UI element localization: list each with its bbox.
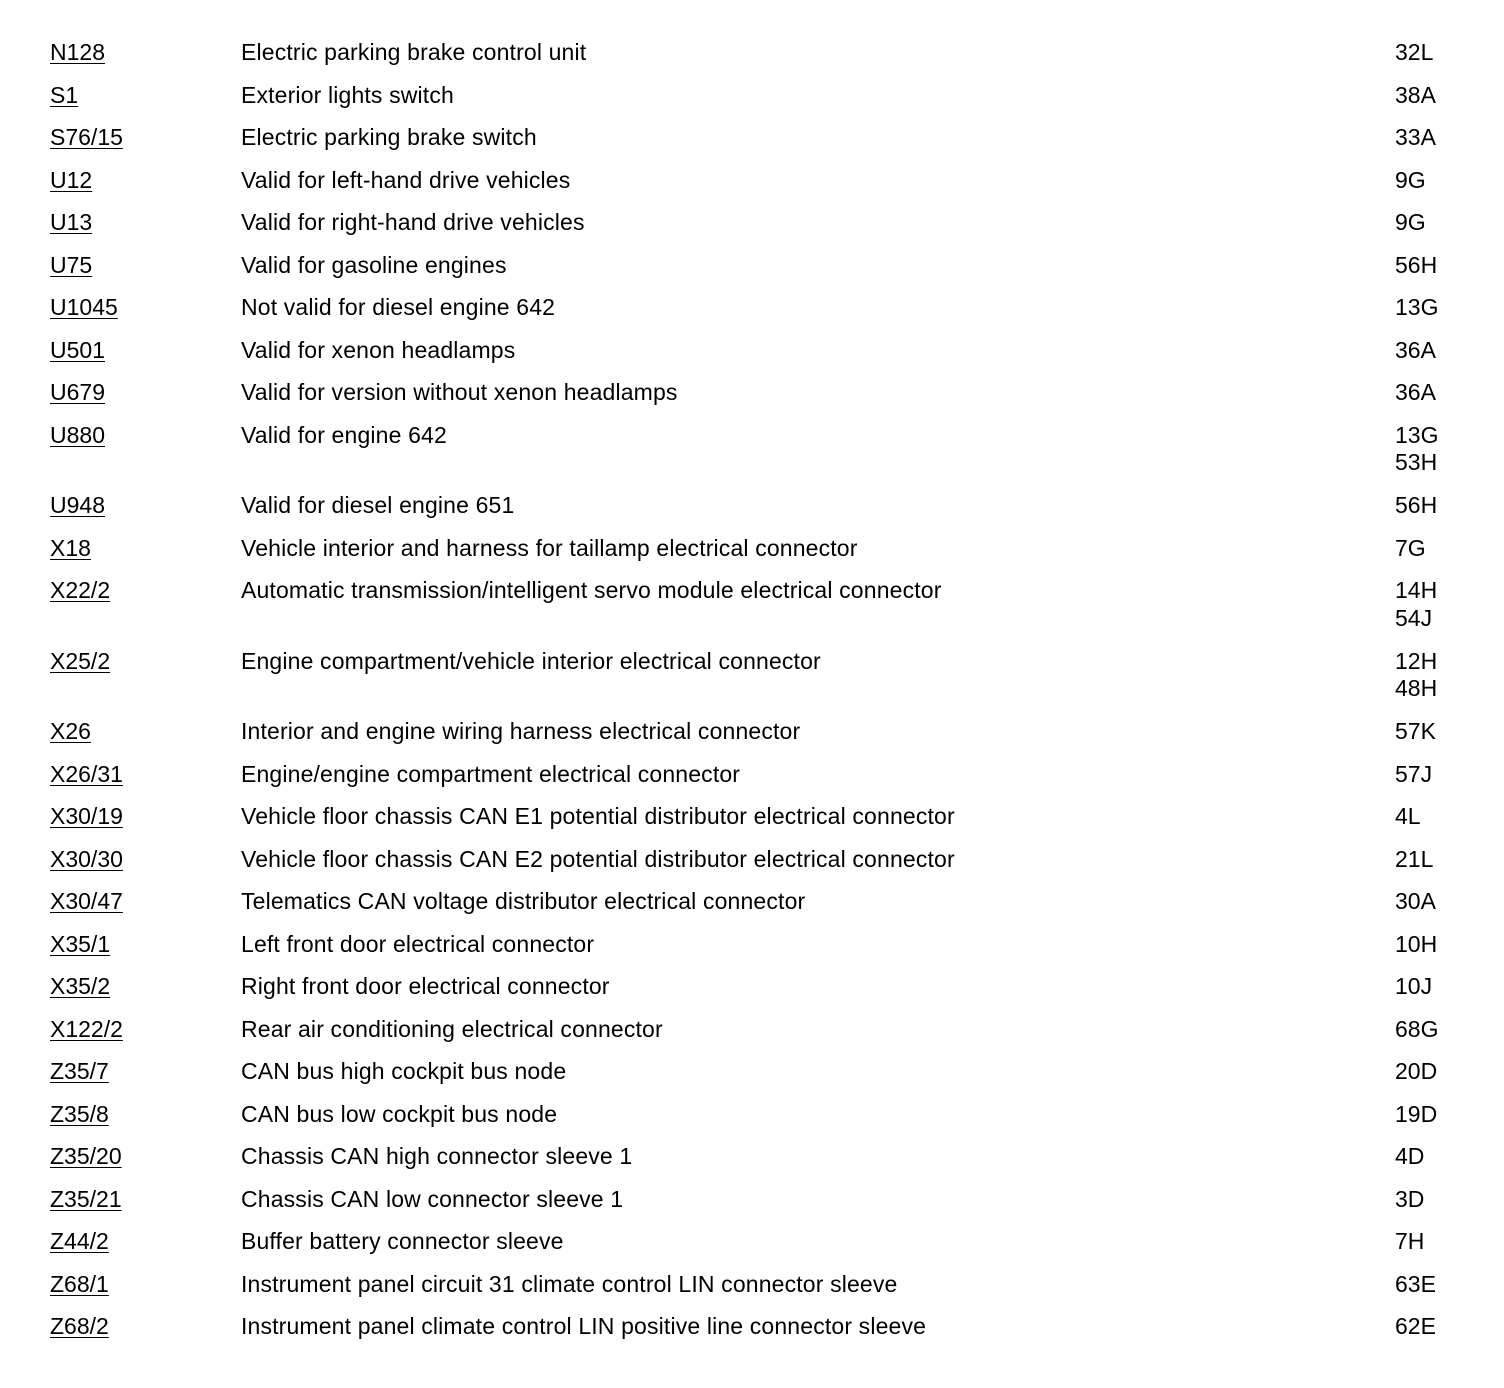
component-code-link[interactable]: X122/2 <box>50 1015 123 1042</box>
component-code-link[interactable]: Z35/20 <box>50 1143 122 1169</box>
grid-reference: 63E <box>1395 1270 1436 1297</box>
grid-reference: 13G <box>1395 421 1439 448</box>
legend-row <box>0 888 1504 931</box>
component-description: Valid for diesel engine 651 <box>241 492 515 518</box>
grid-references <box>1395 535 1426 563</box>
component-code-link[interactable]: Z35/21 <box>50 1185 122 1212</box>
grid-references <box>1395 82 1436 110</box>
component-code-link[interactable]: U501 <box>50 336 105 363</box>
component-description: Telematics CAN voltage distributor electrical connector <box>241 888 806 914</box>
component-description: Valid for gasoline engines <box>241 251 507 278</box>
component-code-link[interactable]: Z68/1 <box>50 1270 109 1297</box>
grid-reference: 36A <box>1395 336 1436 363</box>
grid-references <box>1395 718 1436 746</box>
component-description: Rear air conditioning electrical connector <box>241 1015 663 1042</box>
legend-row <box>0 82 1504 125</box>
component-description: Vehicle interior and harness for taillamp electrical connector <box>241 534 858 561</box>
component-code-link[interactable]: U75 <box>50 251 93 278</box>
component-description: Automatic transmission/intelligent servo module electrical connector <box>241 577 942 603</box>
component-code-link[interactable]: X22/2 <box>50 577 111 603</box>
legend-row <box>0 1143 1504 1186</box>
legend-row <box>0 577 1504 648</box>
grid-reference: 3D <box>1395 1185 1425 1212</box>
component-code-link[interactable]: U948 <box>50 492 105 518</box>
component-description: Not valid for diesel engine 642 <box>241 294 556 320</box>
grid-reference: 48H <box>1395 675 1438 701</box>
component-description: Engine compartment/vehicle interior electrical connector <box>241 647 821 674</box>
component-description: CAN bus low cockpit bus node <box>241 1100 558 1127</box>
component-code-link[interactable]: U13 <box>50 209 93 235</box>
component-code-link[interactable]: X30/30 <box>50 845 123 872</box>
component-code-link[interactable]: X26 <box>50 718 91 744</box>
component-description: Electric parking brake switch <box>241 124 537 150</box>
grid-references <box>1395 803 1421 831</box>
grid-references <box>1395 337 1436 365</box>
component-code-link[interactable]: U12 <box>50 166 93 193</box>
legend-row <box>0 1271 1504 1314</box>
grid-reference: 9G <box>1395 166 1426 193</box>
legend-row <box>0 209 1504 252</box>
grid-references <box>1395 931 1437 959</box>
component-code-link[interactable]: U880 <box>50 421 105 448</box>
grid-reference: 12H <box>1395 647 1438 674</box>
grid-reference: 68G <box>1395 1015 1439 1042</box>
component-description: Chassis CAN low connector sleeve 1 <box>241 1185 624 1212</box>
component-code-link[interactable]: X18 <box>50 534 91 561</box>
grid-references <box>1395 846 1433 874</box>
grid-references <box>1395 648 1437 703</box>
grid-references <box>1395 1228 1424 1256</box>
component-description: Valid for engine 642 <box>241 421 447 448</box>
grid-reference: 38A <box>1395 81 1436 108</box>
component-code-link[interactable]: X25/2 <box>50 647 111 674</box>
grid-references <box>1395 124 1436 152</box>
legend-row <box>0 761 1504 804</box>
legend-row <box>0 1016 1504 1059</box>
grid-reference: 33A <box>1395 124 1436 150</box>
grid-references <box>1395 294 1438 322</box>
legend-row <box>0 379 1504 422</box>
legend-row <box>0 931 1504 974</box>
component-legend-list <box>0 39 1504 1356</box>
legend-row <box>0 337 1504 380</box>
component-description: Valid for left-hand drive vehicles <box>241 166 571 193</box>
legend-row <box>0 718 1504 761</box>
component-description: Engine/engine compartment electrical connector <box>241 760 741 787</box>
component-code-link[interactable]: X26/31 <box>50 760 123 787</box>
component-code-link[interactable]: U679 <box>50 379 105 405</box>
grid-reference: 56H <box>1395 492 1438 518</box>
component-code-link[interactable]: X30/19 <box>50 803 123 829</box>
component-description: Valid for xenon headlamps <box>241 336 516 363</box>
legend-row <box>0 124 1504 167</box>
component-description: Vehicle floor chassis CAN E2 potential distributor electrical connector <box>241 845 955 872</box>
component-description: Chassis CAN high connector sleeve 1 <box>241 1143 633 1169</box>
component-description: Exterior lights switch <box>241 81 454 108</box>
component-code-link[interactable]: Z35/8 <box>50 1100 109 1127</box>
component-description: Vehicle floor chassis CAN E1 potential distributor electrical connector <box>241 803 955 829</box>
grid-references <box>1395 1313 1436 1341</box>
legend-row <box>0 648 1504 719</box>
legend-row <box>0 535 1504 578</box>
grid-reference: 62E <box>1395 1313 1436 1339</box>
component-description: Electric parking brake control unit <box>241 39 587 65</box>
grid-reference: 4L <box>1395 803 1421 829</box>
component-code-link[interactable]: X35/2 <box>50 973 111 999</box>
component-code-link[interactable]: U1045 <box>50 294 118 320</box>
component-description: Left front door electrical connector <box>241 930 595 957</box>
legend-row <box>0 39 1504 82</box>
legend-row <box>0 803 1504 846</box>
grid-reference: 20D <box>1395 1058 1438 1084</box>
component-code-link[interactable]: S1 <box>50 81 79 108</box>
grid-reference: 53H <box>1395 449 1438 475</box>
grid-reference: 54J <box>1395 604 1433 631</box>
component-description: Instrument panel climate control LIN positive line connector sleeve <box>241 1313 927 1339</box>
legend-row <box>0 846 1504 889</box>
grid-reference: 56H <box>1395 251 1438 278</box>
legend-row <box>0 252 1504 295</box>
grid-references <box>1395 422 1438 477</box>
legend-row <box>0 1313 1504 1356</box>
component-code-link[interactable]: S76/15 <box>50 124 123 150</box>
grid-references <box>1395 973 1432 1001</box>
grid-references <box>1395 1058 1437 1086</box>
grid-reference: 57J <box>1395 760 1433 787</box>
component-code-link[interactable]: X30/47 <box>50 888 123 914</box>
grid-reference: 21L <box>1395 845 1434 872</box>
grid-references <box>1395 888 1436 916</box>
legend-row <box>0 1186 1504 1229</box>
component-code-link[interactable]: Z44/2 <box>50 1228 109 1254</box>
grid-reference: 10H <box>1395 930 1438 957</box>
component-description: Interior and engine wiring harness electrical connector <box>241 718 801 744</box>
legend-row <box>0 492 1504 535</box>
component-description: Buffer battery connector sleeve <box>241 1228 564 1254</box>
grid-references <box>1395 1143 1424 1171</box>
legend-row <box>0 167 1504 210</box>
component-description: Instrument panel circuit 31 climate control LIN connector sleeve <box>241 1270 898 1297</box>
grid-references <box>1395 1186 1424 1214</box>
grid-reference: 32L <box>1395 39 1434 65</box>
grid-reference: 36A <box>1395 379 1436 405</box>
grid-references <box>1395 1016 1438 1044</box>
grid-reference: 4D <box>1395 1143 1425 1169</box>
grid-references <box>1395 379 1436 407</box>
grid-references <box>1395 209 1426 237</box>
component-description: Valid for right-hand drive vehicles <box>241 209 585 235</box>
grid-reference: 30A <box>1395 888 1436 914</box>
grid-references <box>1395 577 1437 632</box>
component-code-link[interactable]: Z68/2 <box>50 1313 109 1339</box>
grid-references <box>1395 492 1437 520</box>
component-code-link[interactable]: Z35/7 <box>50 1058 109 1084</box>
grid-reference: 10J <box>1395 973 1433 999</box>
component-description: CAN bus high cockpit bus node <box>241 1058 567 1084</box>
legend-row <box>0 422 1504 493</box>
grid-references <box>1395 761 1432 789</box>
component-code-link[interactable]: N128 <box>50 39 105 65</box>
legend-row <box>0 294 1504 337</box>
grid-reference: 13G <box>1395 294 1439 320</box>
grid-references <box>1395 252 1437 280</box>
legend-row <box>0 973 1504 1016</box>
component-code-link[interactable]: X35/1 <box>50 930 111 957</box>
grid-reference: 19D <box>1395 1100 1438 1127</box>
legend-row <box>0 1228 1504 1271</box>
grid-references <box>1395 39 1433 67</box>
grid-references <box>1395 1271 1436 1299</box>
grid-references <box>1395 167 1426 195</box>
component-description: Valid for version without xenon headlamps <box>241 379 678 405</box>
grid-reference: 57K <box>1395 718 1436 744</box>
grid-reference: 9G <box>1395 209 1426 235</box>
grid-references <box>1395 1101 1437 1129</box>
component-description: Right front door electrical connector <box>241 973 610 999</box>
legend-row <box>0 1058 1504 1101</box>
grid-reference: 7G <box>1395 534 1426 561</box>
legend-row <box>0 1101 1504 1144</box>
grid-reference: 14H <box>1395 577 1438 603</box>
grid-reference: 7H <box>1395 1228 1425 1254</box>
